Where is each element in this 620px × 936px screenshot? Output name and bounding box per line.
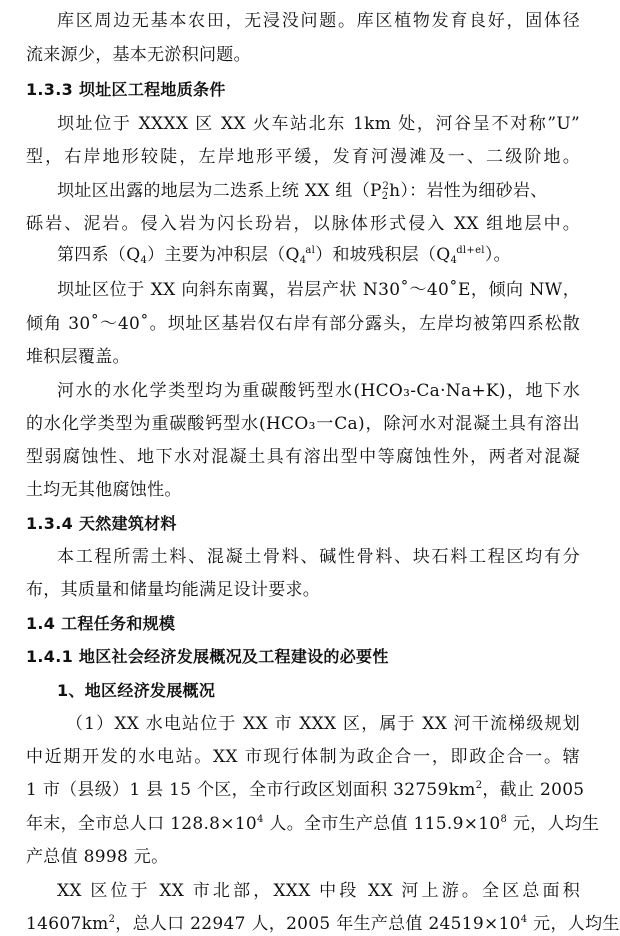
paragraph-line: 河水的水化学类型均为重碳酸钙型水(HCO₃-Ca·Na+K)，地下水 — [57, 381, 580, 401]
text-run: 14607km — [26, 914, 109, 934]
paragraph-line: 堆积层覆盖。 — [26, 347, 130, 367]
text-run: ，总人口 22947 人，2005 年生产总值 24519×10 — [115, 914, 521, 934]
paragraph-line — [26, 913, 620, 935]
text-run: ）。 — [484, 245, 511, 265]
paragraph-line: 中近期开发的水电站。XX 市现行体制为政企合一，即政企合一。辖 — [26, 747, 580, 767]
paragraph-line: 产总值 8998 元。 — [26, 847, 169, 867]
superscript: 4 — [257, 814, 264, 825]
paragraph-line: 倾角 30˚～40˚。坝址区基岩仅右岸有部分露头，左岸均被第四系松散 — [26, 314, 580, 334]
text-run: 1 市（县级）1 县 15 个区，全市行政区划面积 32759km — [26, 780, 476, 800]
text-run: ，截止 2005 — [482, 780, 585, 800]
paragraph-line: 型，右岸地形较陡，左岸地形平缓，发育河漫滩及一、二级阶地。 — [26, 147, 580, 167]
superscript: al — [305, 245, 316, 256]
paragraph-line: 流来源少，基本无淤积问题。 — [26, 45, 251, 65]
section-heading: 1.3.4 天然建筑材料 — [26, 514, 177, 533]
text-run: ）主要为冲积层（Q — [147, 245, 300, 265]
superscript: 8 — [500, 814, 508, 825]
subscript: 4 — [299, 255, 307, 266]
section-heading: 1.3.3 坝址区工程地质条件 — [26, 80, 226, 99]
text-run: 年末，全市总人口 128.8×10 — [26, 814, 258, 834]
text-run: 元，人均生 — [527, 914, 620, 934]
paragraph-line: 坝址位于 XXXX 区 XX 火车站北东 1km 处，河谷呈不对称”U” — [57, 114, 580, 134]
paragraph-line — [57, 244, 511, 266]
text-run: 元，人均生 — [507, 814, 600, 834]
subscript: 4 — [140, 255, 148, 266]
paragraph-line — [26, 779, 584, 801]
paragraph-line: 的水化学类型为重碳酸钙型水(HCO₃一Ca)，除河水对混凝土具有溶出 — [26, 414, 580, 434]
text-run: 第四系（Q — [57, 245, 141, 265]
section-heading: 1.4.1 地区社会经济发展概况及工程建设的必要性 — [26, 647, 389, 666]
paragraph-line: （1）XX 水电站位于 XX 市 XXX 区，属于 XX 河干流梯级规划 — [66, 714, 580, 734]
paragraph-line: 砾岩、泥岩。侵入岩为闪长玢岩，以脉体形式侵入 XX 组地层中。 — [26, 214, 580, 234]
text-run: 坝址区出露的地层为二迭系上统 XX 组（P — [57, 181, 382, 201]
superscript: 2 — [475, 780, 483, 791]
paragraph-line — [57, 180, 548, 202]
subsection-heading: 1、地区经济发展概况 — [57, 681, 216, 700]
superscript: dl+el — [456, 245, 485, 256]
subscript: 4 — [450, 255, 458, 266]
section-heading: 1.4 工程任务和规模 — [26, 614, 176, 633]
paragraph-line: 型弱腐蚀性、地下水对混凝土具有溶出型中等腐蚀性外，两者对混凝 — [26, 447, 580, 467]
text-run: ）和坡残积层（Q — [315, 245, 451, 265]
paragraph-line: XX 区位于 XX 市北部，XXX 中段 XX 河上游。全区总面积 — [57, 881, 580, 901]
superscript: 2 — [108, 914, 116, 925]
paragraph-line: 库区周边无基本农田，无浸没问题。库区植物发育良好，固体径 — [57, 11, 580, 31]
superscript: 4 — [520, 914, 528, 925]
subscript: 2 — [381, 191, 389, 202]
text-run: 人。全市生产总值 115.9×10 — [263, 814, 501, 834]
paragraph-line: 本工程所需土料、混凝土骨料、碱性骨料、块石料工程区均有分 — [57, 547, 580, 567]
paragraph-line: 坝址区位于 XX 向斜东南翼，岩层产状 N30˚～40˚E，倾向 NW， — [57, 280, 580, 300]
paragraph-line — [26, 813, 599, 835]
paragraph-line: 土均无其他腐蚀性。 — [26, 480, 182, 500]
text-run: h）：岩性为细砂岩、 — [389, 181, 548, 201]
superscript: 2 — [382, 181, 390, 192]
paragraph-line: 布，其质量和储量均能满足设计要求。 — [26, 580, 321, 600]
